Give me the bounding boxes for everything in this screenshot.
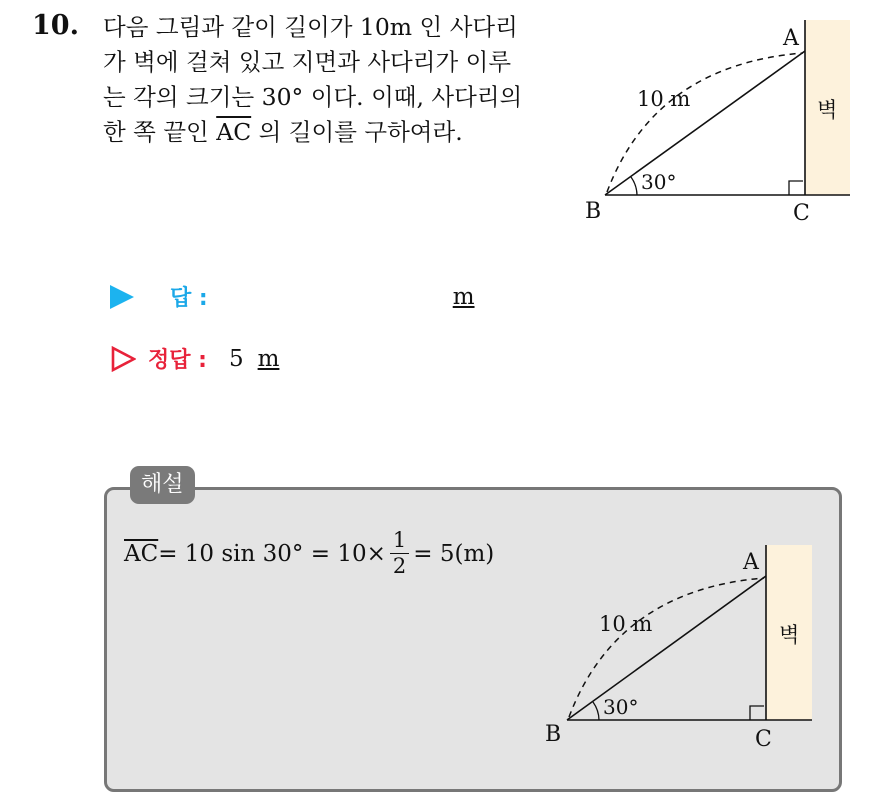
fraction [390, 528, 409, 579]
solution-ladder-figure [537, 538, 822, 753]
solution-angle-arc [593, 702, 599, 720]
wall-label: 벽 [817, 98, 838, 122]
right-angle-mark [789, 181, 803, 195]
fraction-numerator: 1 [390, 528, 409, 554]
solution-length-label: 10 m [599, 612, 653, 636]
question-line-2: 가 벽에 걸쳐 있고 지면과 사다리가 이루 [103, 48, 512, 76]
question-number: 10. [32, 10, 79, 41]
solution-wall-label: 벽 [779, 623, 800, 647]
answer-unit: m [452, 283, 475, 310]
formula-part-1: = 10 sin 30° = 10× [158, 540, 386, 567]
solution-label-b: B [545, 722, 562, 747]
fraction-denominator: 2 [392, 554, 407, 578]
play-icon [110, 285, 134, 309]
solution-right-angle-mark [750, 706, 764, 720]
solution-tag: 해설 [130, 466, 195, 504]
angle-label: 30° [641, 170, 677, 194]
angle-arc [631, 177, 637, 195]
play-outline-icon [110, 346, 136, 372]
answer-label: 답 : [170, 286, 208, 311]
formula-part-2: = 5(m) [413, 540, 495, 567]
correct-answer-unit: m [257, 345, 280, 372]
segment-ac: $\overline{AC}$ [216, 118, 252, 146]
solution-label-c: C [755, 727, 772, 752]
solution-angle-label: 30° [603, 695, 639, 719]
solution-label-a: A [743, 550, 759, 575]
correct-answer-value: 5 [228, 345, 244, 372]
ladder-figure [575, 15, 860, 230]
length-label: 10 m [637, 87, 691, 111]
correct-answer-row [110, 343, 279, 374]
answer-row [110, 281, 475, 312]
label-a: A [783, 26, 799, 51]
label-b: B [585, 199, 602, 224]
question-line-3: 는 각의 크기는 30° 이다. 이때, 사다리의 [103, 83, 523, 111]
correct-answer-label: 정답 : [148, 348, 207, 373]
solution-formula [124, 528, 494, 579]
question-line-1: 다음 그림과 같이 길이가 10m 인 사다리 [103, 13, 518, 41]
label-c: C [793, 201, 810, 226]
solution-ladder-line [567, 576, 766, 720]
question-line-4: 한 쪽 끝인 $\overline{AC}$ 의 길이를 구하여라. [103, 118, 463, 146]
ladder-line [605, 51, 805, 195]
formula-segment-ac: $\overline{AC}$ [124, 540, 159, 567]
question-text [103, 10, 573, 150]
